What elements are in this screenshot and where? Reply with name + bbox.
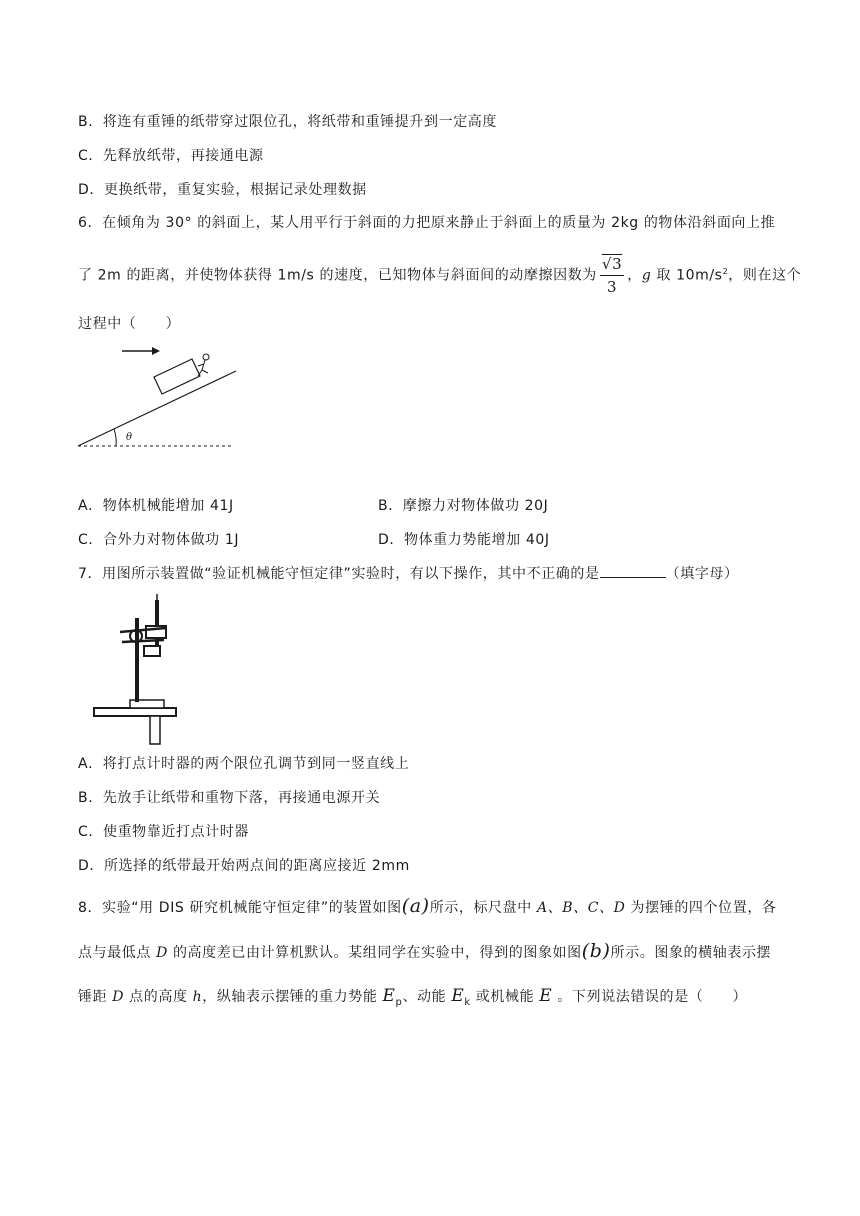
figure-a-ref: (a) [401, 895, 430, 917]
q7-option-b: B．先放手让纸带和重物下落，再接通电源开关 [78, 790, 381, 806]
incline-figure [70, 340, 250, 455]
q5-option-c: C．先释放纸带，再接通电源 [78, 148, 264, 164]
angle-arc [114, 429, 116, 446]
push-arrow-head [152, 347, 160, 355]
q7-option-a: A．将打点计时器的两个限位孔调节到同一竖直线上 [78, 756, 410, 772]
figure-b-ref: (b) [581, 940, 611, 962]
person-icon [198, 354, 209, 376]
q5-option-d: D．更换纸带，重复实验，根据记录处理数据 [78, 182, 367, 198]
q6-option-c: C．合外力对物体做功 1J [78, 532, 240, 548]
q6-stem-line3: 过程中（ ） [78, 316, 181, 332]
q8-line3: 锤距 D 点的高度 h，纵轴表示摆锤的重力势能 $E_p$、动能 $E_k$ 或机械能 E 。下列说法错误的是（ ） [78, 986, 748, 1008]
weight [150, 716, 160, 744]
q7-option-d: D．所选择的纸带最开始两点间的距离应接近 2mm [78, 858, 410, 874]
theta-label: θ [126, 432, 133, 443]
q8-line1: 8．实验“用 DIS 研究机械能守恒定律”的装置如图(a)所示，标尺盘中 A、B、C、D 为摆锤的四个位置，各 [78, 895, 777, 917]
block-on-incline [154, 359, 200, 394]
q6-stem-line2: 了 2m 的距离，并使物体获得 1m/s 的速度，已知物体与斜面间的动摩擦因数为 $\frac{√3}{3}$ ，g 取 $10m/s^2$，则在这个 [78, 255, 802, 297]
answer-blank [600, 563, 666, 578]
q5-option-b: B．将连有重锤的纸带穿过限位孔，将纸带和重锤提升到一定高度 [78, 114, 498, 130]
base-plate [94, 708, 176, 716]
q7-option-c: C．使重物靠近打点计时器 [78, 824, 249, 840]
q6-stem-line1: 6．在倾角为 30° 的斜面上，某人用平行于斜面的力把原来静止于斜面上的质量为 2kg 的物体沿斜面向上推 [78, 215, 776, 231]
q6-option-b: B．摩擦力对物体做功 20J [378, 498, 549, 514]
q6-option-d: D．物体重力势能增加 40J [378, 532, 550, 548]
friction-fraction: $\frac{√3}{3}$ [601, 255, 623, 297]
clamp-lower [144, 646, 160, 656]
apparatus-figure [90, 592, 185, 750]
q8-line2: 点与最低点 D 的高度差已由计算机默认。某组同学在实验中，得到的图象如图(b)所示。图象的横轴表示摆 [78, 940, 772, 962]
q6-option-a: A．物体机械能增加 41J [78, 498, 234, 514]
q7-stem: 7．用图所示装置做“验证机械能守恒定律”实验时，有以下操作，其中不正确的是 （填字母） [78, 563, 739, 584]
